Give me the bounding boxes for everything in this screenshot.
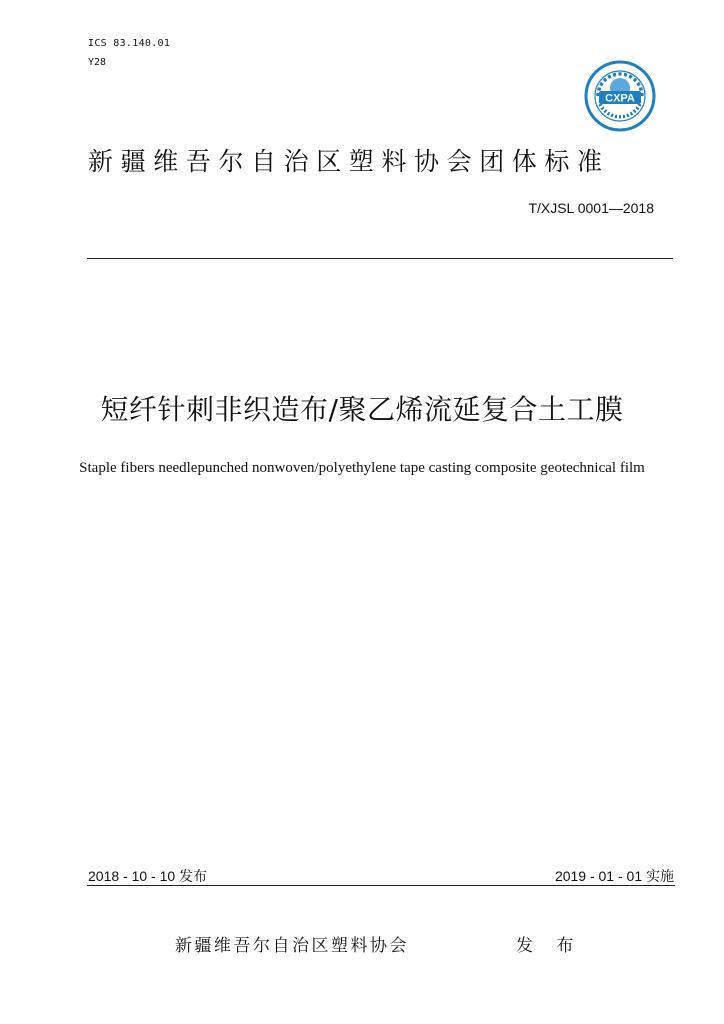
cxpa-logo-icon	[584, 60, 656, 132]
cxpa-logo	[584, 60, 656, 132]
document-title-chinese: 短纤针刺非织造布/聚乙烯流延复合土工膜	[100, 393, 624, 426]
issuing-organization: 新疆维吾尔自治区塑料协会	[175, 936, 409, 956]
document-title-english: Staple fibers needlepunched nonwoven/polyethylene tape casting composite geotechnical film	[79, 460, 645, 476]
ccs-code: Y28	[88, 57, 107, 68]
issue-date: 2018 - 10 - 10 发布	[88, 868, 208, 884]
logo-text: CXPA	[605, 92, 635, 105]
top-divider	[87, 258, 673, 259]
logo-ring-pattern-bottom	[600, 104, 640, 117]
bottom-divider	[87, 885, 675, 886]
ics-code: ICS 83.140.01	[88, 38, 171, 49]
organization-title: 新疆维吾尔自治区塑料协会团体标准	[88, 147, 610, 176]
standard-number: T/XJSL 0001—2018	[528, 200, 654, 216]
implementation-date: 2019 - 01 - 01 实施	[554, 868, 674, 884]
issue-label: 发 布	[516, 936, 583, 956]
